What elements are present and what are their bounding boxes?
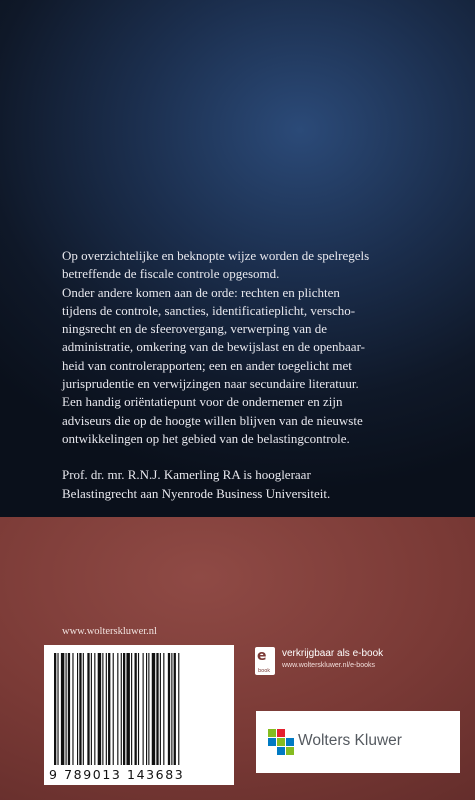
barcode-bar [117,653,118,765]
barcode-bar [135,653,137,765]
ebook-url[interactable]: www.wolterskluwer.nl/e-books [282,662,375,669]
barcode-bar [174,653,176,765]
barcode-bar [121,653,122,765]
blurb-line: heid van controlerapporten; een en ander toegelicht met [62,357,352,373]
author-line: Prof. dr. mr. R.N.J. Kamerling RA is hoogleraar [62,467,311,483]
blurb-line: ontwikkelingen op het gebied van de belastingcontrole. [62,430,350,446]
barcode-bar [94,653,95,765]
barcode-bar [61,653,64,765]
barcode-bar [126,653,129,765]
barcode-bar [138,653,139,765]
blurb-line: administratie, omkering van de bewijslast en de openbaar- [62,339,365,355]
barcode-bar [148,653,149,765]
barcode-bar [108,653,110,765]
barcode-bar [131,653,132,765]
barcode-bar [77,653,78,765]
barcode-bar [57,653,58,765]
publisher-logo-box [256,711,460,773]
blurb-line: Op overzichtelijke en beknopte wijze worden de spelregels [62,248,370,263]
barcode-bar [72,653,73,765]
barcode-bar [171,653,172,765]
barcode-bar [123,653,125,765]
ebook-icon [255,647,275,675]
barcode-bar [146,653,147,765]
barcode-bar [143,653,144,765]
ebook-badge[interactable] [255,647,455,677]
barcode-bars [54,653,224,765]
blurb-line: betreffende de fiscale controle opgesomd. [62,266,280,282]
website-link[interactable]: www.wolterskluwer.nl [62,626,157,637]
barcode-bar [156,653,158,765]
barcode-bar [113,653,114,765]
barcode-bar [83,653,84,765]
blurb-paragraph-1 [62,247,442,448]
barcode-bar [66,653,67,765]
barcode-bar [98,653,101,765]
blurb-line: Een handig oriëntatiepunt voor de ondernemer en zijn [62,394,343,410]
barcode-bar [54,653,56,765]
blurb-line: ningsrecht en de sfeerovergang, verwerping van de [62,321,328,337]
barcode-bar [168,653,170,765]
isbn-number: 9 789013 143683 [49,767,185,782]
ebook-icon-letter: e [257,648,267,664]
barcode-bar [152,653,155,765]
blurb-line: adviseurs die op de hoogte willen blijven van de nieuwste [62,412,363,428]
barcode-bar [79,653,81,765]
barcode-bar [163,653,164,765]
barcode-bar [160,653,161,765]
blurb-text [62,247,442,503]
wolters-kluwer-logo-icon [268,729,294,755]
ebook-title: verkrijgbaar als e-book [282,648,384,659]
barcode-bar [106,653,107,765]
barcode-bar [102,653,103,765]
author-line: Belastingrecht aan Nyenrode Business Universiteit. [62,485,331,501]
blurb-line: Onder andere komen aan de orde: rechten en plichten [62,284,340,300]
isbn-barcode [44,645,234,785]
barcode-bar [178,653,179,765]
blurb-line: tijdens de controle, sancties, identificatieplicht, verscho- [62,302,356,318]
barcode-bar [91,653,92,765]
barcode-bar [87,653,89,765]
barcode-bar [68,653,70,765]
publisher-name: Wolters Kluwer [298,732,402,749]
author-bio [62,466,442,503]
blurb-line: jurisprudentie en verwijzingen naar secundaire literatuur. [62,376,359,392]
ebook-icon-label: book [258,668,271,674]
